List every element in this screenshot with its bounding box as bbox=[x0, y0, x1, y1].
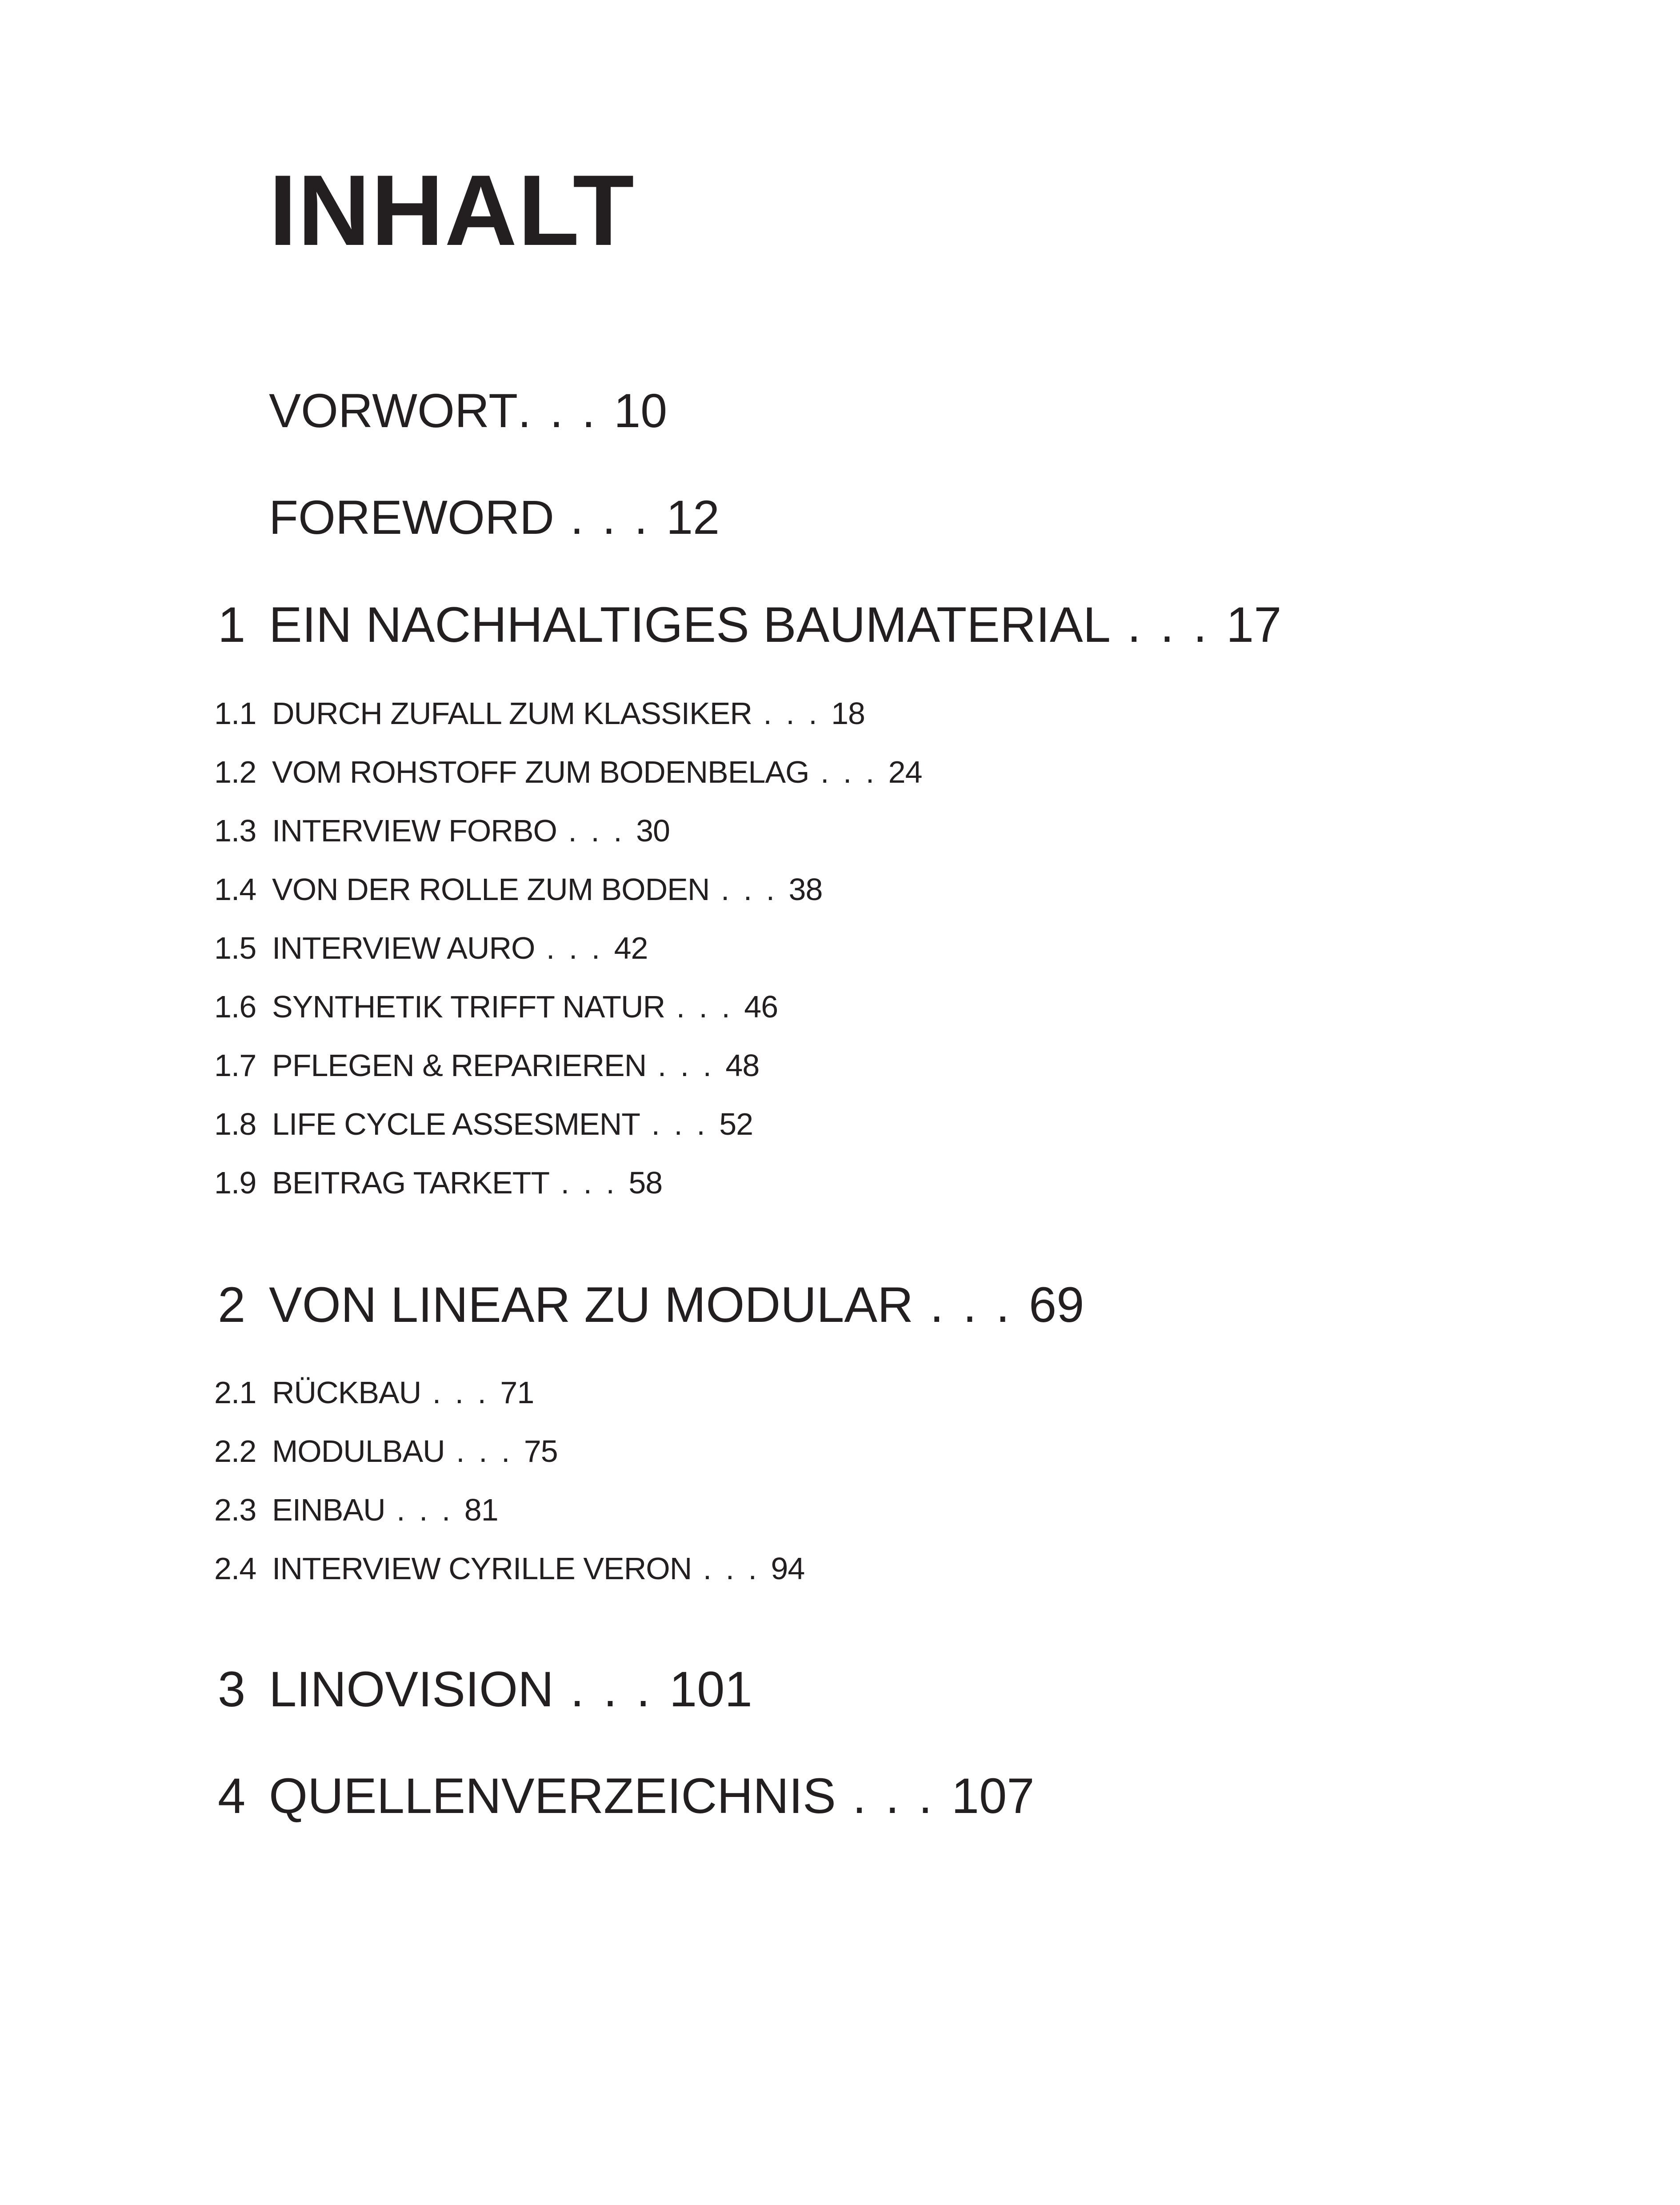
toc-page-number: 30 bbox=[636, 813, 670, 848]
section-label: VOM ROHSTOFF ZUM BODENBELAG bbox=[272, 755, 809, 789]
toc-section-1-4[interactable] bbox=[214, 874, 822, 905]
toc-page-number: 94 bbox=[771, 1551, 805, 1586]
chapter-number: 1 bbox=[218, 597, 246, 652]
toc-page-number: 69 bbox=[1028, 1277, 1084, 1333]
toc-separator: . . . bbox=[913, 1277, 1029, 1333]
section-number: 1.5 bbox=[214, 931, 256, 965]
toc-chapter-4[interactable] bbox=[218, 1768, 1035, 1824]
toc-separator: . . . bbox=[535, 931, 614, 965]
toc-separator: . . . bbox=[709, 872, 789, 907]
toc-section-1-3[interactable] bbox=[214, 815, 670, 846]
toc-separator: . . . bbox=[444, 1434, 524, 1469]
toc-page-number: 48 bbox=[725, 1048, 760, 1083]
toc-page-number: 107 bbox=[951, 1768, 1035, 1824]
section-number: 2.4 bbox=[214, 1551, 256, 1586]
toc-entry-vorwort[interactable] bbox=[269, 384, 668, 437]
toc-page-number: 71 bbox=[500, 1375, 534, 1410]
section-number: 1.2 bbox=[214, 755, 256, 789]
toc-separator: . . . bbox=[421, 1375, 500, 1410]
toc-separator: . . . bbox=[752, 696, 832, 731]
toc-section-2-3[interactable] bbox=[214, 1494, 498, 1525]
section-number: 1.3 bbox=[214, 813, 256, 848]
toc-separator: . . . bbox=[646, 1048, 726, 1083]
toc-page-number: 38 bbox=[788, 872, 823, 907]
toc-entry-label: VORWORT bbox=[269, 384, 518, 437]
chapter-label: EIN NACHHALTIGES BAUMATERIAL bbox=[269, 597, 1111, 652]
section-number: 2.3 bbox=[214, 1493, 256, 1527]
section-label: MODULBAU bbox=[272, 1434, 445, 1469]
chapter-number: 3 bbox=[218, 1661, 246, 1717]
chapter-number: 4 bbox=[218, 1768, 246, 1824]
section-number: 2.1 bbox=[214, 1375, 256, 1410]
toc-page-number: 10 bbox=[614, 384, 668, 437]
section-label: RÜCKBAU bbox=[272, 1375, 421, 1410]
toc-section-1-8[interactable] bbox=[214, 1109, 753, 1140]
toc-chapter-2[interactable] bbox=[218, 1277, 1084, 1333]
chapter-number: 2 bbox=[218, 1277, 246, 1333]
toc-page-number: 24 bbox=[888, 755, 922, 789]
toc-section-1-7[interactable] bbox=[214, 1050, 759, 1081]
toc-section-2-1[interactable] bbox=[214, 1377, 534, 1408]
page-title: INHALT bbox=[269, 154, 635, 266]
section-label: LIFE CYCLE ASSESMENT bbox=[272, 1107, 640, 1141]
toc-section-1-1[interactable] bbox=[214, 698, 865, 729]
toc-section-1-5[interactable] bbox=[214, 932, 648, 964]
toc-page-number: 18 bbox=[831, 696, 865, 731]
toc-page-number: 52 bbox=[719, 1107, 753, 1141]
toc-page-number: 81 bbox=[464, 1493, 498, 1527]
toc-separator: . . . bbox=[385, 1493, 464, 1527]
section-number: 2.2 bbox=[214, 1434, 256, 1469]
section-number: 1.9 bbox=[214, 1165, 256, 1200]
toc-chapter-1[interactable] bbox=[218, 597, 1282, 652]
toc-section-2-2[interactable] bbox=[214, 1436, 558, 1467]
toc-section-1-9[interactable] bbox=[214, 1167, 662, 1198]
section-number: 1.7 bbox=[214, 1048, 256, 1083]
toc-section-2-4[interactable] bbox=[214, 1553, 804, 1584]
toc-separator: . . . bbox=[554, 490, 666, 544]
toc-separator: . . . bbox=[554, 1661, 669, 1717]
section-label: EINBAU bbox=[272, 1493, 385, 1527]
toc-page-number: 75 bbox=[524, 1434, 558, 1469]
toc-separator: . . . bbox=[665, 989, 744, 1024]
toc-separator: . . . bbox=[549, 1165, 629, 1200]
section-number: 1.4 bbox=[214, 872, 256, 907]
section-number: 1.6 bbox=[214, 989, 256, 1024]
chapter-label: VON LINEAR ZU MODULAR bbox=[269, 1277, 913, 1333]
toc-section-1-2[interactable] bbox=[214, 756, 922, 788]
toc-page-number: 58 bbox=[628, 1165, 663, 1200]
toc-separator: . . . bbox=[809, 755, 888, 789]
section-label: INTERVIEW CYRILLE VERON bbox=[272, 1551, 692, 1586]
toc-page-number: 46 bbox=[744, 989, 778, 1024]
section-label: INTERVIEW AURO bbox=[272, 931, 535, 965]
chapter-label: LINOVISION bbox=[269, 1661, 554, 1717]
section-label: BEITRAG TARKETT bbox=[272, 1165, 550, 1200]
toc-page-number: 12 bbox=[666, 490, 720, 544]
chapter-label: QUELLENVERZEICHNIS bbox=[269, 1768, 836, 1824]
section-label: SYNTHETIK TRIFFT NATUR bbox=[272, 989, 665, 1024]
toc-separator: . . . bbox=[640, 1107, 720, 1141]
section-label: INTERVIEW FORBO bbox=[272, 813, 557, 848]
toc-entry-label: FOREWORD bbox=[269, 490, 554, 544]
toc-entry-foreword[interactable] bbox=[269, 490, 720, 544]
toc-separator: . . . bbox=[1111, 597, 1226, 652]
toc-page-number: 42 bbox=[614, 931, 648, 965]
toc-page-number: 101 bbox=[669, 1661, 752, 1717]
toc-page-number: 17 bbox=[1226, 597, 1282, 652]
section-label: PFLEGEN & REPARIEREN bbox=[272, 1048, 647, 1083]
section-label: DURCH ZUFALL ZUM KLASSIKER bbox=[272, 696, 752, 731]
section-number: 1.8 bbox=[214, 1107, 256, 1141]
toc-section-1-6[interactable] bbox=[214, 991, 778, 1022]
toc-separator: . . . bbox=[556, 813, 636, 848]
section-number: 1.1 bbox=[214, 696, 256, 731]
section-label: VON DER ROLLE ZUM BODEN bbox=[272, 872, 710, 907]
toc-chapter-3[interactable] bbox=[218, 1661, 752, 1717]
toc-separator: . . . bbox=[518, 384, 614, 437]
toc-separator: . . . bbox=[836, 1768, 952, 1824]
toc-separator: . . . bbox=[692, 1551, 771, 1586]
